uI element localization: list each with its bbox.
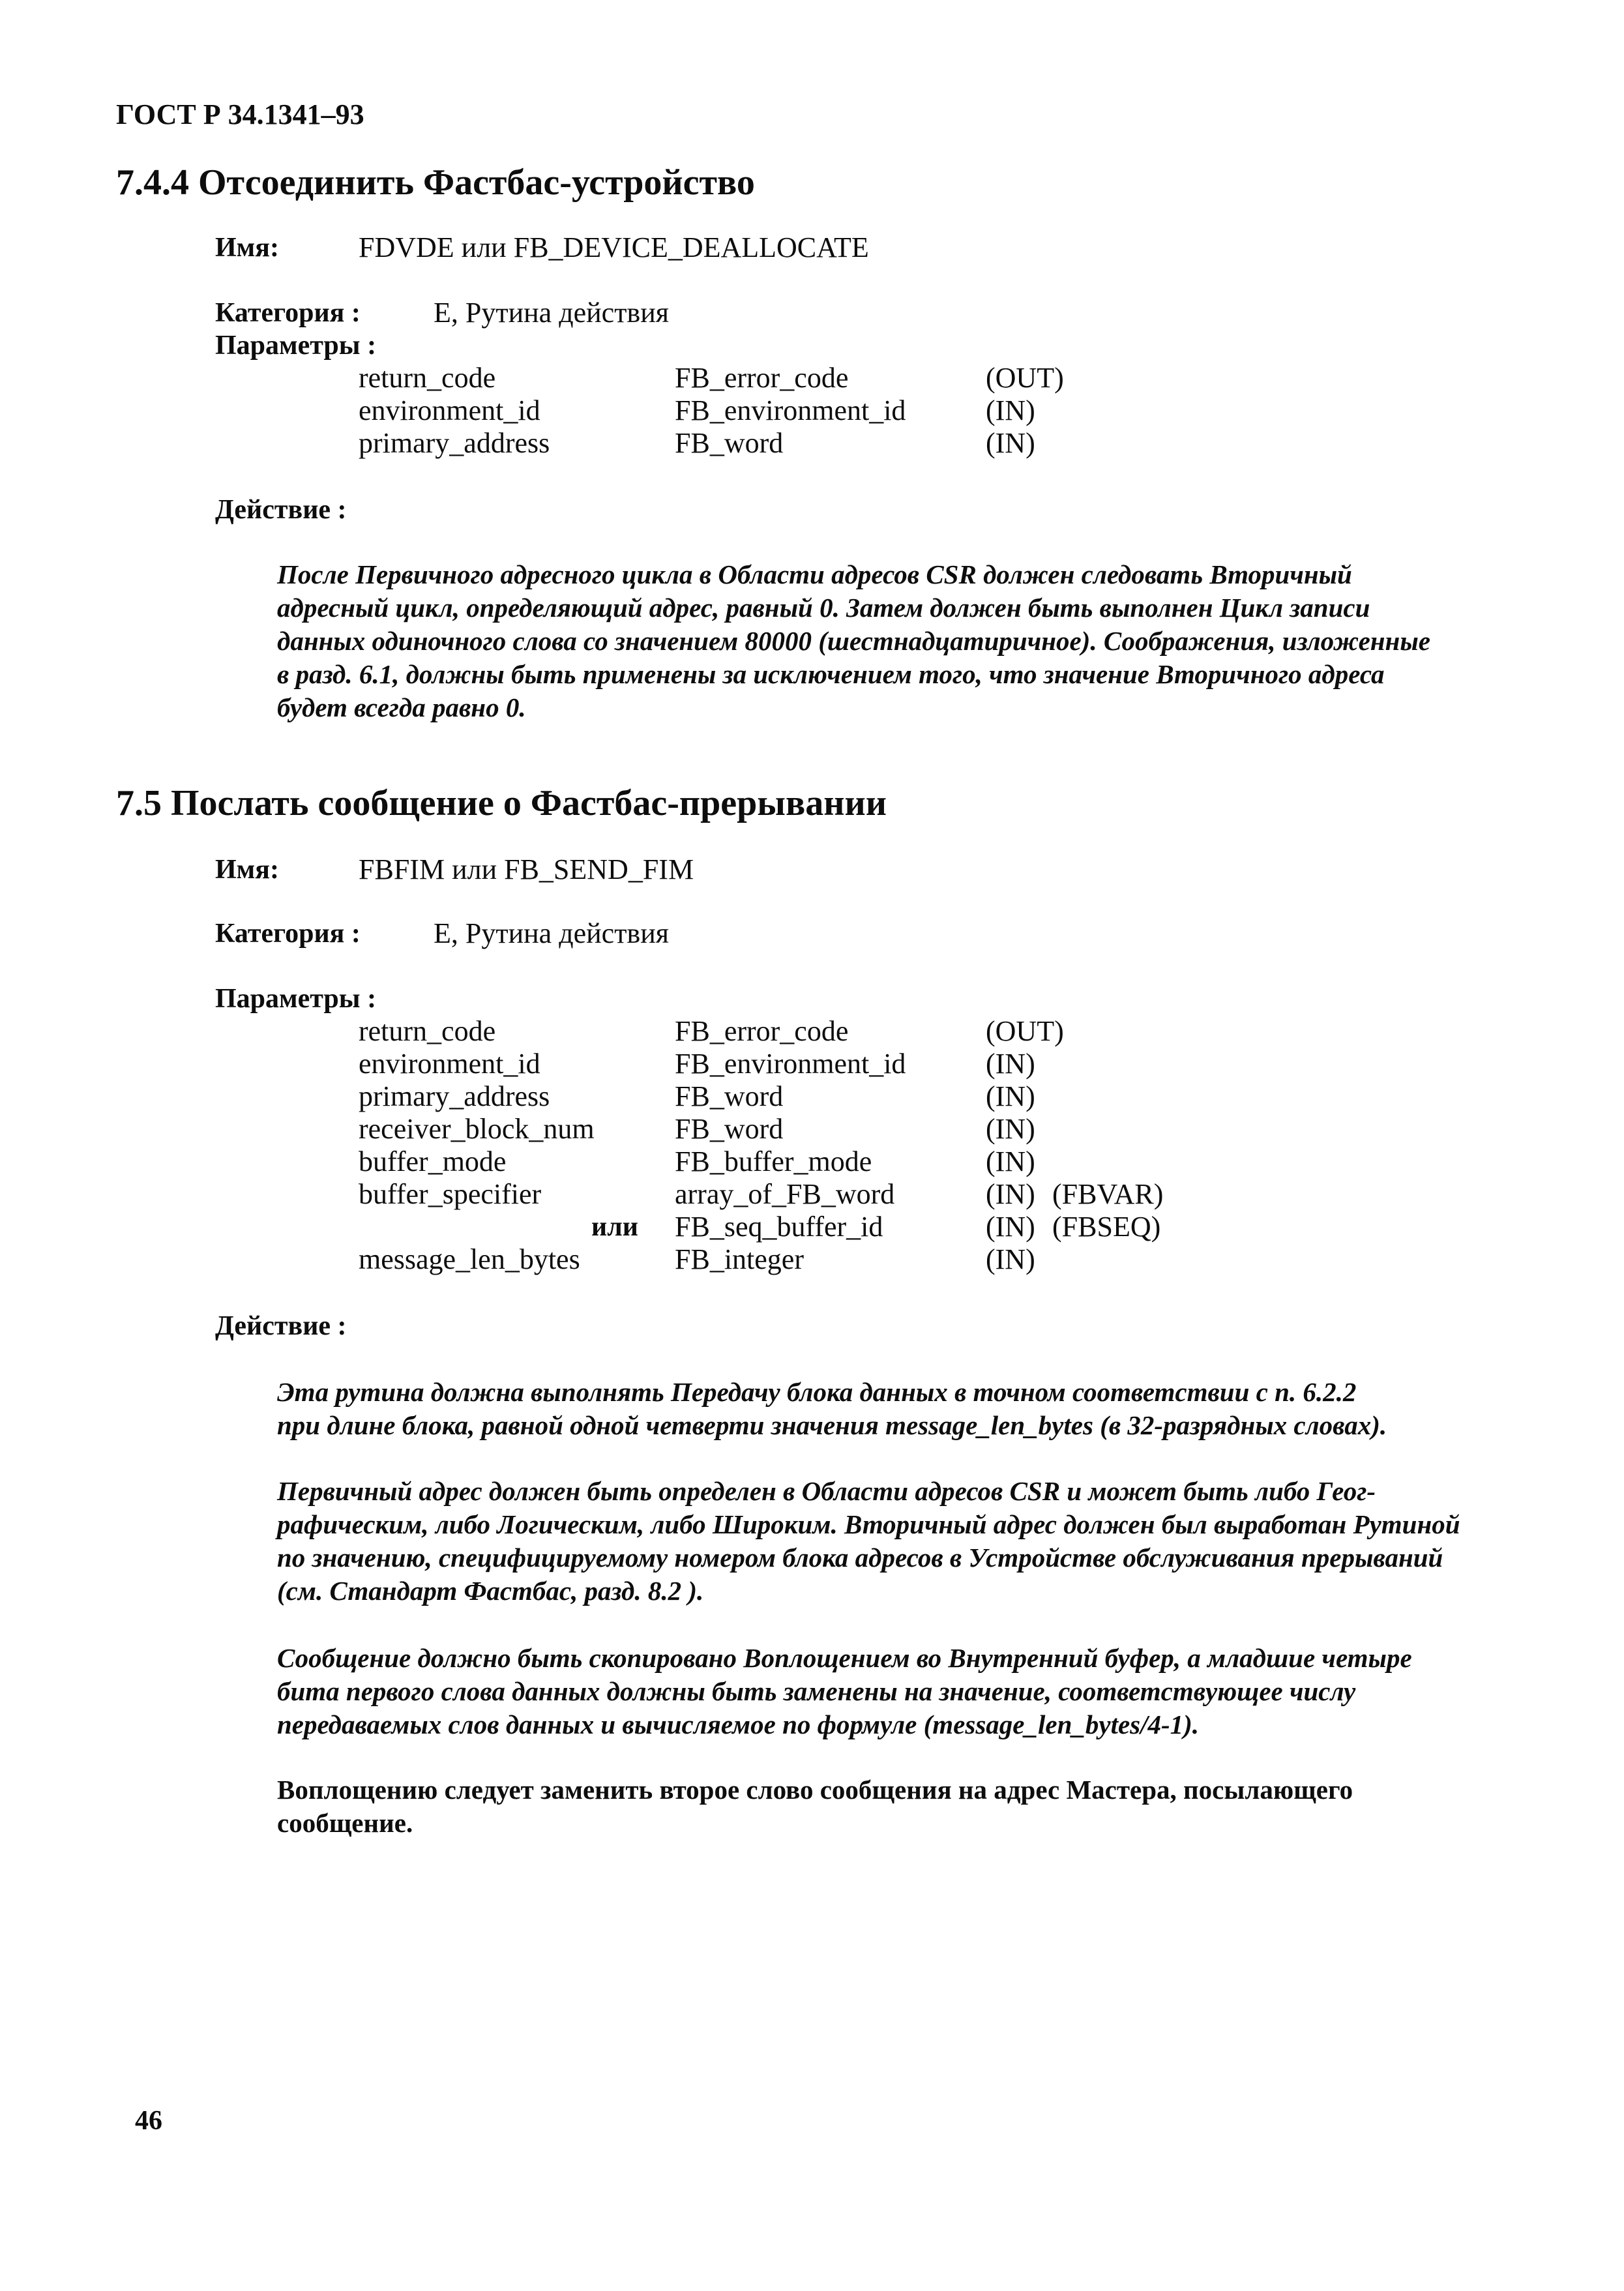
text-line: Эта рутина должна выполнять Передачу блока данных в точном соответствии с п. 6.2.2 (277, 1377, 1357, 1407)
param-direction: (IN) (986, 1178, 1035, 1210)
param-name: buffer_mode (359, 1146, 507, 1177)
param-direction: (IN) (986, 394, 1035, 426)
param-type: FB_error_code (675, 362, 849, 394)
section-heading-7-4-4: 7.4.4 Отсоединить Фастбас-устройство (116, 162, 755, 203)
text-line: сообщение. (277, 1808, 413, 1838)
param-direction: (IN) (986, 1211, 1035, 1243)
param-direction: (OUT) (986, 1015, 1064, 1047)
text-line: по значению, специфицируемому номером блока адресов в Устройстве обслуживания прерываний (277, 1543, 1443, 1573)
param-type: FB_integer (675, 1243, 804, 1275)
param-direction: (IN) (986, 427, 1035, 459)
text-line: После Первичного адресного цикла в Области адресов CSR должен следовать Вторичный (277, 559, 1352, 589)
name-label: Имя: (215, 855, 279, 885)
text-line: передаваемых слов данных и вычисляемое по формуле (message_len_bytes/4-1). (277, 1709, 1200, 1739)
category-label: Категория : (215, 919, 361, 949)
param-type: FB_error_code (675, 1015, 849, 1047)
action-paragraph-2 (277, 1475, 1479, 1608)
param-variant: (FBVAR) (1052, 1178, 1164, 1210)
param-type: FB_seq_buffer_id (675, 1211, 883, 1243)
section-heading-7-5: 7.5 Послать сообщение о Фастбас-прерывании (116, 783, 887, 823)
name-value: FDVDE или FB_DEVICE_DEALLOCATE (359, 231, 869, 263)
text-line: будет всегда равно 0. (277, 692, 526, 722)
parameters-label: Параметры : (215, 984, 377, 1014)
param-direction: (IN) (986, 1113, 1035, 1145)
action-label: Действие : (215, 495, 347, 525)
param-name: receiver_block_num (359, 1113, 595, 1145)
action-paragraph-1 (277, 1376, 1479, 1442)
standard-number: ГОСТ Р 34.1341–93 (116, 98, 364, 130)
param-direction: (OUT) (986, 362, 1064, 394)
page-number: 46 (135, 2106, 162, 2136)
param-name: return_code (359, 1015, 496, 1047)
param-name: environment_id (359, 1048, 540, 1080)
name-label: Имя: (215, 233, 279, 263)
parameters-label: Параметры : (215, 331, 377, 361)
text-line: рафическим, либо Логическим, либо Широким. Вторичный адрес должен был выработан Рутиной (277, 1509, 1460, 1539)
param-name: primary_address (359, 427, 550, 459)
param-type: FB_buffer_mode (675, 1146, 872, 1177)
text-line: адресный цикл, определяющий адрес, равный 0. Затем должен быть выполнен Цикл записи (277, 593, 1370, 623)
param-type: FB_word (675, 1080, 784, 1112)
name-value: FBFIM или FB_SEND_FIM (359, 853, 694, 885)
param-name: environment_id (359, 394, 540, 426)
param-type: array_of_FB_word (675, 1178, 895, 1210)
text-line: бита первого слова данных должны быть заменены на значение, соответствующее числу (277, 1676, 1356, 1706)
param-type: FB_word (675, 1113, 784, 1145)
action-paragraph-4 (277, 1773, 1479, 1840)
param-direction: (IN) (986, 1146, 1035, 1177)
param-name: message_len_bytes (359, 1243, 580, 1275)
category-label: Категория : (215, 298, 361, 328)
param-name: buffer_specifier (359, 1178, 542, 1210)
action-paragraph (277, 558, 1479, 724)
category-value: E, Рутина действия (434, 917, 669, 949)
text-line: (см. Стандарт Фастбас, разд. 8.2 ). (277, 1576, 704, 1606)
param-or-label: или (591, 1212, 638, 1242)
param-name: primary_address (359, 1080, 550, 1112)
param-variant: (FBSEQ) (1052, 1211, 1161, 1243)
text-line: при длине блока, равной одной четверти значения message_len_bytes (в 32-разрядных словах). (277, 1410, 1387, 1440)
text-line: Воплощению следует заменить второе слово сообщения на адрес Мастера, посылающего (277, 1775, 1353, 1805)
param-name: return_code (359, 362, 496, 394)
category-value: E, Рутина действия (434, 297, 669, 329)
param-direction: (IN) (986, 1243, 1035, 1275)
text-line: Сообщение должно быть скопировано Воплощением во Внутренний буфер, а младшие четыре (277, 1643, 1412, 1673)
text-line: в разд. 6.1, должны быть применены за исключением того, что значение Вторичного адреса (277, 659, 1385, 689)
text-line: данных одиночного слова со значением 80000 (шестнадцатиричное). Соображения, изложенные (277, 626, 1430, 656)
text-line: Первичный адрес должен быть определен в Области адресов CSR и может быть либо Геог- (277, 1476, 1376, 1506)
param-type: FB_word (675, 427, 784, 459)
param-direction: (IN) (986, 1048, 1035, 1080)
param-type: FB_environment_id (675, 394, 906, 426)
param-type: FB_environment_id (675, 1048, 906, 1080)
action-paragraph-3 (277, 1642, 1479, 1741)
param-direction: (IN) (986, 1080, 1035, 1112)
action-label: Действие : (215, 1311, 347, 1341)
